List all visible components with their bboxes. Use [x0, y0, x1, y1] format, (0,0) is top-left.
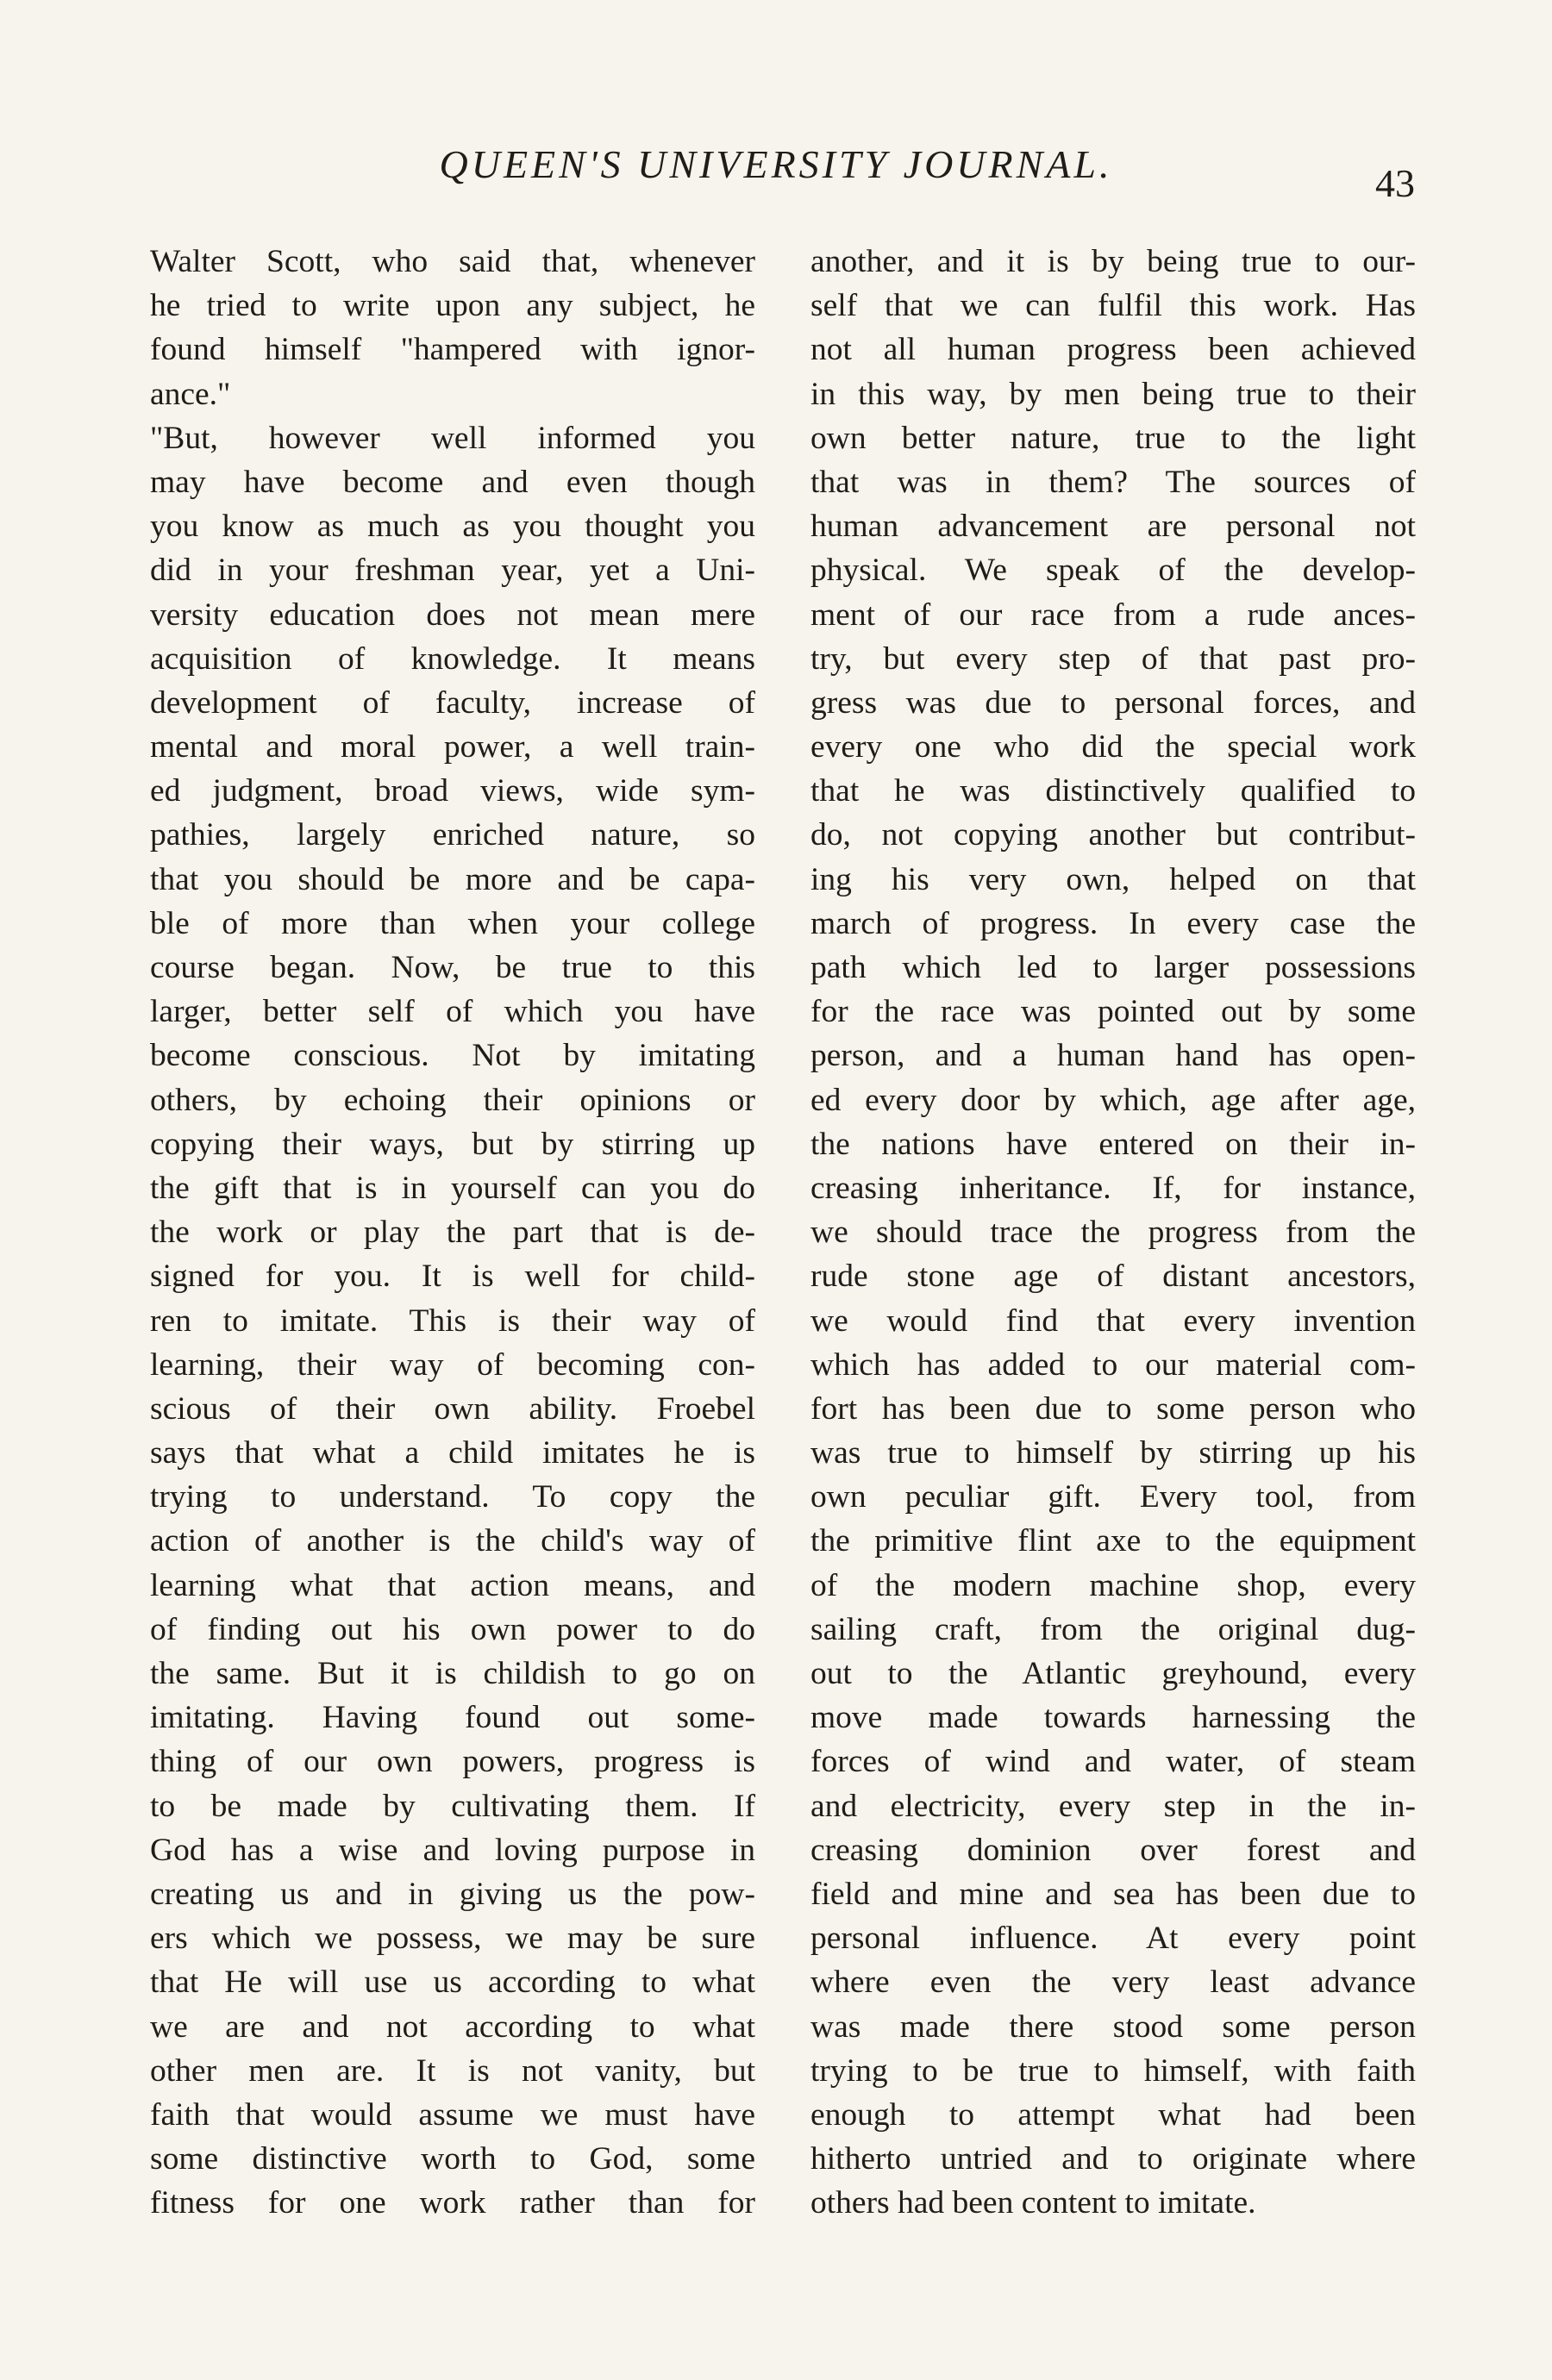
text-line: rude stone age of distant ancestors, [810, 1259, 1416, 1295]
text-line: move made towards harnessing the [810, 1700, 1416, 1736]
text-line: the gift that is in yourself can you do [150, 1170, 755, 1206]
running-header-title: QUEEN'S UNIVERSITY JOURNAL. [439, 142, 1113, 186]
text-line: ed every door by which, age after age, [810, 1082, 1416, 1118]
text-line: gress was due to personal forces, and [810, 684, 1416, 721]
text-line: others had been content to imitate. [810, 2185, 1256, 2221]
text-line: signed for you. It is well for child- [150, 1259, 755, 1295]
text-line: ren to imitate. This is their way of [150, 1302, 755, 1339]
text-line: where even the very least advance [810, 1965, 1416, 2001]
text-line: trying to understand. To copy the [150, 1479, 755, 1515]
text-line: larger, better self of which you have [150, 994, 755, 1030]
text-line: ing his very own, helped on that [810, 861, 1416, 897]
text-line: the same. But it is childish to go on [150, 1656, 755, 1691]
text-line: human advancement are personal not [810, 509, 1416, 545]
text-line: march of progress. In every case the [810, 905, 1416, 941]
text-line: imitating. Having found out some- [150, 1700, 755, 1736]
text-line: every one who did the special work [810, 729, 1416, 765]
text-line: Walter Scott, who said that, whenever [150, 244, 755, 279]
text-line: was true to himself by stirring up his [810, 1435, 1416, 1471]
text-line: that he was distinctively qualified to [810, 773, 1416, 809]
text-line: out to the Atlantic greyhound, every [810, 1656, 1416, 1691]
text-line: personal influence. At every point [810, 1921, 1416, 1957]
text-line: that He will use us according to what [150, 1965, 755, 2001]
text-line: do, not copying another but contribut- [810, 817, 1416, 853]
text-line: says that what a child imitates he is [150, 1435, 755, 1471]
text-line: learning what that action means, and [150, 1567, 755, 1603]
text-line: physical. We speak of the develop- [810, 553, 1416, 589]
text-line: "But, however well informed you [150, 420, 755, 456]
text-line: the primitive flint axe to the equipment [810, 1523, 1416, 1559]
text-line: fort has been due to some person who [810, 1390, 1416, 1427]
text-line: ers which we possess, we may be sure [150, 1921, 755, 1957]
text-line: of the modern machine shop, every [810, 1567, 1416, 1603]
text-line: try, but every step of that past pro- [810, 640, 1416, 677]
text-line: the work or play the part that is de- [150, 1215, 755, 1251]
text-line: thing of our own powers, progress is [150, 1744, 755, 1780]
text-line: did in your freshman year, yet a Uni- [150, 553, 755, 589]
text-line: God has a wise and loving purpose in [150, 1832, 755, 1868]
text-line: of finding out his own power to do [150, 1611, 755, 1647]
text-line: acquisition of knowledge. It means [150, 640, 755, 677]
text-line: forces of wind and water, of steam [810, 1744, 1416, 1780]
text-line: pathies, largely enriched nature, so [150, 817, 755, 853]
text-line: hitherto untried and to originate where [810, 2141, 1416, 2177]
text-line: some distinctive worth to God, some [150, 2141, 755, 2177]
text-line: course began. Now, be true to this [150, 950, 755, 985]
text-line: person, and a human hand has open- [810, 1038, 1416, 1074]
text-line: sailing craft, from the original dug- [810, 1611, 1416, 1647]
text-line: we would find that every invention [810, 1302, 1416, 1339]
text-line: and electricity, every step in the in- [810, 1788, 1416, 1824]
text-line: fitness for one work rather than for [150, 2185, 755, 2221]
text-line: self that we can fulfil this work. Has [810, 288, 1416, 324]
left-column [150, 240, 755, 2225]
text-line: that you should be more and be capa- [150, 861, 755, 897]
text-line: scious of their own ability. Froebel [150, 1390, 755, 1427]
text-line: copying their ways, but by stirring up [150, 1126, 755, 1162]
text-line: ed judgment, broad views, wide sym- [150, 773, 755, 809]
right-column [810, 240, 1416, 2225]
text-line: creasing inheritance. If, for instance, [810, 1170, 1416, 1206]
text-line: field and mine and sea has been due to [810, 1876, 1416, 1912]
text-line: that was in them? The sources of [810, 464, 1416, 500]
text-line: was made there stood some person [810, 2008, 1416, 2045]
text-line: creasing dominion over forest and [810, 1832, 1416, 1868]
text-line: mental and moral power, a well train- [150, 729, 755, 765]
text-line: ance." [150, 376, 231, 412]
text-line: ment of our race from a rude ances- [810, 597, 1416, 633]
text-line: enough to attempt what had been [810, 2096, 1416, 2133]
text-line: in this way, by men being true to their [810, 376, 1416, 412]
text-line: for the race was pointed out by some [810, 994, 1416, 1030]
text-line: faith that would assume we must have [150, 2096, 755, 2133]
page-number: 43 [1375, 161, 1415, 205]
text-line: you know as much as you thought you [150, 509, 755, 545]
text-line: may have become and even though [150, 464, 755, 500]
text-line: become conscious. Not by imitating [150, 1038, 755, 1074]
text-line: to be made by cultivating them. If [150, 1788, 755, 1824]
text-line: other men are. It is not vanity, but [150, 2052, 755, 2089]
text-line: path which led to larger possessions [810, 950, 1416, 985]
text-line: another, and it is by being true to our- [810, 244, 1416, 279]
text-line: creating us and in giving us the pow- [150, 1876, 755, 1912]
text-line: action of another is the child's way of [150, 1523, 755, 1559]
text-line: own peculiar gift. Every tool, from [810, 1479, 1416, 1515]
text-line: versity education does not mean mere [150, 597, 755, 633]
text-line: he tried to write upon any subject, he [150, 288, 755, 324]
text-line: we should trace the progress from the [810, 1215, 1416, 1251]
text-line: which has added to our material com- [810, 1346, 1416, 1383]
text-line: trying to be true to himself, with faith [810, 2052, 1416, 2089]
text-line: we are and not according to what [150, 2008, 755, 2045]
text-line: learning, their way of becoming con- [150, 1346, 755, 1383]
text-line: ble of more than when your college [150, 905, 755, 941]
text-line: others, by echoing their opinions or [150, 1082, 755, 1118]
text-line: development of faculty, increase of [150, 684, 755, 721]
text-line: the nations have entered on their in- [810, 1126, 1416, 1162]
text-line: not all human progress been achieved [810, 332, 1416, 368]
text-line: found himself "hampered with ignor- [150, 332, 755, 368]
text-line: own better nature, true to the light [810, 420, 1416, 456]
